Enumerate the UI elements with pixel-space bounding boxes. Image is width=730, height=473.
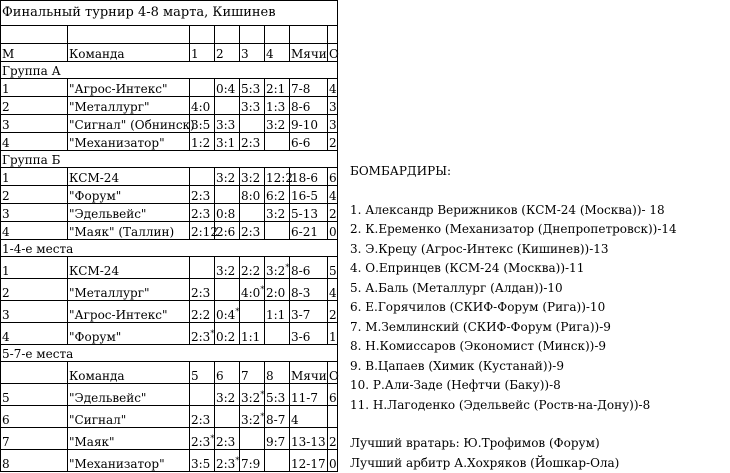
table-cell: 1: [1, 168, 68, 186]
table-cell: [328, 26, 338, 44]
section-label-places14: [1, 240, 338, 257]
table-cell: "Эдельвейс": [68, 384, 190, 406]
table-cell: 2:0: [265, 279, 290, 301]
table-cell: 0:4: [215, 79, 240, 97]
table-cell: 2:3*: [190, 323, 215, 345]
table-cell: 4:0: [190, 97, 215, 115]
scorers-heading: БОМБАРДИРЫ:: [350, 162, 725, 182]
table-cell: "Металлург": [68, 279, 190, 301]
table-cell: 3: [240, 44, 265, 62]
table-cell: 5:3: [240, 79, 265, 97]
section-label-places58: [1, 345, 338, 362]
table-cell: 8-6: [290, 97, 328, 115]
table-cell: 3:2*: [240, 384, 265, 406]
table-cell: 7: [240, 362, 265, 384]
table-cell: О: [328, 44, 338, 62]
table-cell: 4: [1, 222, 68, 240]
table-cell: 2: [1, 186, 68, 204]
table-cell: 2:2: [190, 301, 215, 323]
table-cell: 4: [1, 323, 68, 345]
table-row: [1, 384, 338, 406]
table-cell: [265, 323, 290, 345]
scorer-item: 10. Р.Али-Заде (Нефтчи (Баку))-8: [350, 376, 725, 396]
table-cell: [215, 279, 240, 301]
table-row: [1, 115, 338, 133]
header-row: [1, 44, 338, 62]
table-cell: "Форум": [68, 186, 190, 204]
table-cell: 2:3: [190, 186, 215, 204]
table-cell: 5:3: [265, 384, 290, 406]
table-cell: 7: [1, 428, 68, 450]
table-cell: [265, 222, 290, 240]
table-cell: 6:2: [265, 186, 290, 204]
table-cell: 3:2: [215, 257, 240, 279]
table-row: [1, 257, 338, 279]
table-cell: 3: [1, 301, 68, 323]
table-cell: Мячи: [290, 362, 328, 384]
header-row: [1, 362, 338, 384]
table-cell: 6-6: [290, 133, 328, 151]
table-cell: 3:2: [215, 168, 240, 186]
table-cell: 11-7: [290, 384, 328, 406]
table-cell: Группа А: [1, 62, 338, 79]
table-cell: 0: [328, 450, 338, 472]
table-cell: 3:3: [215, 115, 240, 133]
table-cell: 4: [328, 279, 338, 301]
section-label-groupA: [1, 62, 338, 79]
table-cell: КСМ-24: [68, 168, 190, 186]
table-cell: 6: [1, 406, 68, 428]
table-row: [1, 133, 338, 151]
table-cell: 3: [1, 204, 68, 222]
table-cell: 0:2: [215, 323, 240, 345]
table-cell: [240, 428, 265, 450]
table-cell: [215, 26, 240, 44]
table-cell: 1:3: [265, 97, 290, 115]
table-cell: 3:2: [265, 204, 290, 222]
table-row: [1, 406, 338, 428]
table-cell: 2: [328, 204, 338, 222]
scorer-item: 1. Александр Верижников (КСМ-24 (Москва))- 18: [350, 201, 725, 221]
table-cell: "Механизатор": [68, 450, 190, 472]
table-cell: 2:1: [265, 79, 290, 97]
table-cell: М: [1, 44, 68, 62]
table-cell: 4: [328, 79, 338, 97]
table-cell: 8-6: [290, 257, 328, 279]
section-label-groupB: [1, 151, 338, 168]
table-cell: "Маяк" (Таллин): [68, 222, 190, 240]
table-cell: 5-13: [290, 204, 328, 222]
table-row: [1, 428, 338, 450]
table-cell: 0: [328, 222, 338, 240]
table-cell: 5: [1, 384, 68, 406]
table-cell: 16-5: [290, 186, 328, 204]
table-cell: 2:3: [190, 279, 215, 301]
blank-row: [1, 26, 338, 44]
table-cell: 1-4-е места: [1, 240, 338, 257]
table-cell: 2: [328, 428, 338, 450]
table-cell: "Форум": [68, 323, 190, 345]
table-cell: 7-8: [290, 79, 328, 97]
table-cell: 2:3: [190, 204, 215, 222]
table-cell: 2: [328, 301, 338, 323]
table-cell: 3:2*: [265, 257, 290, 279]
title-row: [1, 1, 338, 26]
table-row: [1, 97, 338, 115]
table-cell: 1:1: [240, 323, 265, 345]
table-cell: 2:3: [240, 222, 265, 240]
table-row: [1, 222, 338, 240]
table-cell: 5-7-е места: [1, 345, 338, 362]
table-cell: [190, 168, 215, 186]
table-cell: 2:3: [190, 406, 215, 428]
table-cell: [215, 97, 240, 115]
best-goalkeeper: Лучший вратарь: Ю.Трофимов (Форум): [350, 434, 725, 454]
table-cell: 3-7: [290, 301, 328, 323]
table-row: [1, 279, 338, 301]
best-referee: Лучший арбитр А.Хохряков (Йошкар-Ола): [350, 454, 725, 473]
table-cell: [190, 257, 215, 279]
scorer-item: 5. А.Баль (Металлург (Алдан))-10: [350, 279, 725, 299]
scorer-item: 6. Е.Горячилов (СКИФ-Форум (Рига))-10: [350, 298, 725, 318]
scorer-item: 7. М.Землинский (СКИФ-Форум (Рига))-9: [350, 318, 725, 338]
table-cell: 2: [328, 133, 338, 151]
table-cell: "Сигнал" (Обнинск): [68, 115, 190, 133]
table-cell: 3: [328, 115, 338, 133]
table-cell: [265, 133, 290, 151]
table-cell: 2:6: [215, 222, 240, 240]
table-cell: [290, 26, 328, 44]
table-cell: Финальный турнир 4-8 марта, Кишинев: [1, 1, 338, 26]
table-cell: 12-17: [290, 450, 328, 472]
table-cell: [215, 406, 240, 428]
table-cell: [68, 26, 190, 44]
table-row: [1, 450, 338, 472]
table-row: [1, 168, 338, 186]
table-cell: 0:8: [215, 204, 240, 222]
scorer-item: 11. Н.Лагоденко (Эдельвейс (Роств-на-Дону))-8: [350, 396, 725, 416]
table-row: [1, 301, 338, 323]
table-cell: [240, 301, 265, 323]
table-cell: 3:2*: [240, 406, 265, 428]
table-cell: 2:12: [190, 222, 215, 240]
table-cell: 2: [215, 44, 240, 62]
table-cell: 13-13: [290, 428, 328, 450]
table-cell: 5: [328, 257, 338, 279]
table-cell: [1, 362, 68, 384]
table-cell: 3-6: [290, 323, 328, 345]
table-cell: 2:2: [240, 257, 265, 279]
table-cell: 6: [215, 362, 240, 384]
table-cell: 5: [190, 362, 215, 384]
table-cell: 3: [328, 97, 338, 115]
table-row: [1, 79, 338, 97]
table-cell: 2:3*: [190, 428, 215, 450]
table-cell: 0:4*: [215, 301, 240, 323]
table-row: [1, 186, 338, 204]
table-cell: КСМ-24: [68, 257, 190, 279]
table-cell: 1:2: [190, 133, 215, 151]
table-cell: Команда: [68, 362, 190, 384]
table-cell: 4: [290, 406, 328, 428]
table-row: [1, 323, 338, 345]
table-cell: [215, 186, 240, 204]
table-row: [1, 204, 338, 222]
table-cell: [240, 204, 265, 222]
scorer-item: 2. К.Еременко (Механизатор (Днепропетровск))-14: [350, 220, 725, 240]
table-cell: 3:2: [265, 115, 290, 133]
table-cell: 3:5: [190, 450, 215, 472]
table-cell: 3: [1, 115, 68, 133]
table-cell: 1:1: [265, 301, 290, 323]
scorer-item: 3. Э.Крецу (Агрос-Интекс (Кишинев))-13: [350, 240, 725, 260]
table-cell: 8: [265, 362, 290, 384]
table-cell: 2:3*: [215, 450, 240, 472]
table-cell: 9:7: [265, 428, 290, 450]
table-cell: [265, 450, 290, 472]
table-cell: 4:0*: [240, 279, 265, 301]
table-cell: 4: [265, 44, 290, 62]
table-cell: 2: [1, 97, 68, 115]
table-cell: 1: [328, 323, 338, 345]
table-cell: 9-10: [290, 115, 328, 133]
table-cell: [240, 26, 265, 44]
table-cell: [190, 79, 215, 97]
table-cell: 3:5: [190, 115, 215, 133]
table-cell: 12:2: [265, 168, 290, 186]
table-cell: 8-7: [265, 406, 290, 428]
table-cell: "Сигнал": [68, 406, 190, 428]
table-cell: 6: [328, 384, 338, 406]
table-cell: "Агрос-Интекс": [68, 79, 190, 97]
table-cell: [1, 26, 68, 44]
scorer-item: 9. В.Цапаев (Химик (Кустанай))-9: [350, 357, 725, 377]
table-cell: 2: [1, 279, 68, 301]
table-cell: 1: [1, 257, 68, 279]
table-cell: Команда: [68, 44, 190, 62]
table-cell: "Эдельвейс": [68, 204, 190, 222]
table-cell: "Механизатор": [68, 133, 190, 151]
table-cell: 2:3: [215, 428, 240, 450]
table-cell: 4: [328, 186, 338, 204]
table-cell: Мячи: [290, 44, 328, 62]
scorer-item: 8. Н.Комиссаров (Экономист (Минск))-9: [350, 337, 725, 357]
scorers-list: [350, 201, 725, 416]
table-cell: 3:3: [240, 97, 265, 115]
table-cell: "Маяк": [68, 428, 190, 450]
table-cell: 1: [190, 44, 215, 62]
standings-table: [0, 0, 338, 472]
table-cell: 3:1: [215, 133, 240, 151]
table-cell: 3:2: [215, 384, 240, 406]
table-cell: [240, 115, 265, 133]
table-cell: 18-6: [290, 168, 328, 186]
scorers-panel: [350, 162, 725, 473]
table-cell: [328, 406, 338, 428]
table-cell: 2:3: [240, 133, 265, 151]
table-cell: [190, 384, 215, 406]
table-cell: 8: [1, 450, 68, 472]
table-cell: 8:0: [240, 186, 265, 204]
table-cell: О: [328, 362, 338, 384]
table-cell: 7:9: [240, 450, 265, 472]
scorer-item: 4. О.Епринцев (КСМ-24 (Москва))-11: [350, 259, 725, 279]
table-cell: "Агрос-Интекс": [68, 301, 190, 323]
table-cell: 3:2: [240, 168, 265, 186]
table-cell: 6: [328, 168, 338, 186]
table-cell: 6-21: [290, 222, 328, 240]
table-cell: [265, 26, 290, 44]
table-cell: 8-3: [290, 279, 328, 301]
table-cell: [190, 26, 215, 44]
table-cell: "Металлург": [68, 97, 190, 115]
table-cell: 4: [1, 133, 68, 151]
table-cell: 1: [1, 79, 68, 97]
table-cell: Группа Б: [1, 151, 338, 168]
